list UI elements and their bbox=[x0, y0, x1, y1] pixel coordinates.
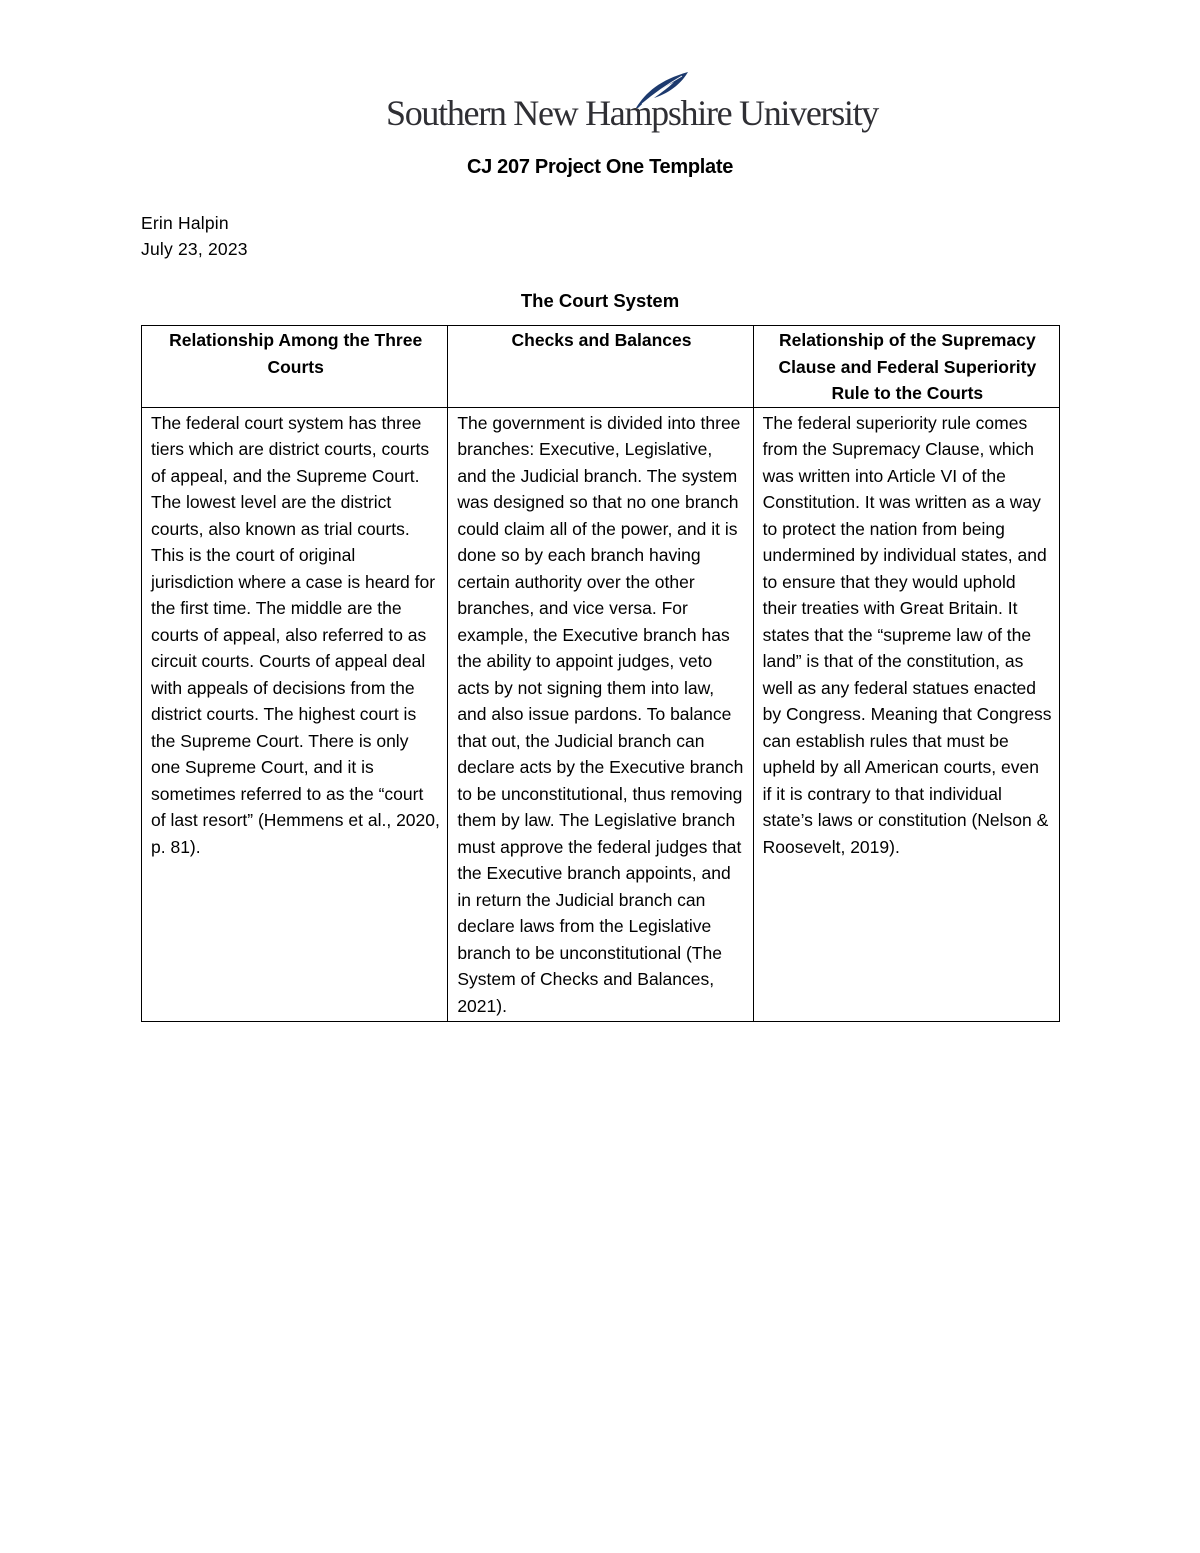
cell-relationship-among-courts: The federal court system has three tiers which are district courts, courts of appeal, and the Supreme Court. The lowest level are the district courts, also known as trial courts. This is the court of original jurisdiction where a case is heard for the first time. The middle are the courts of appeal, also referred to as circuit courts. Courts of appeal deal with appeals of decisions from the district courts. The highest court is the Supreme Court. There is only one Supreme Court, and it is sometimes referred to as the “court of last resort” (Hemmens et al., 2020, p. 81). bbox=[142, 407, 448, 1022]
header-checks-and-balances: Checks and Balances bbox=[448, 326, 753, 408]
document-date: July 23, 2023 bbox=[141, 239, 248, 259]
table-header-row bbox=[142, 326, 1060, 408]
header-supremacy-clause: Relationship of the Supremacy Clause and Federal Superiority Rule to the Courts bbox=[753, 326, 1059, 408]
cell-supremacy-clause: The federal superiority rule comes from the Supremacy Clause, which was written into Article VI of the Constitution. It was written as a way to protect the nation from being undermined by individual states, and to ensure that they would uphold their treaties with Great Britain. It states that the “supreme law of the land” is that of the constitution, as well as any federal statues enacted by Congress. Meaning that Congress can establish rules that must be upheld by all American courts, even if it is contrary to that individual state’s laws or constitution (Nelson & Roosevelt, 2019). bbox=[753, 407, 1059, 1022]
table-row bbox=[142, 407, 1060, 1022]
author-name: Erin Halpin bbox=[141, 213, 229, 233]
table-caption: The Court System bbox=[520, 290, 680, 311]
document-title: CJ 207 Project One Template bbox=[466, 156, 734, 178]
cell-checks-and-balances: The government is divided into three branches: Executive, Legislative, and the Judicial branch. The system was designed so that no one branch could claim all of the power, and it is done so by each branch having certain authority over the other branches, and vice versa. For example, the Executive branch has the ability to appoint judges, veto acts by not signing them into law, and also issue pardons. To balance that out, the Judicial branch can declare acts by the Executive branch to be unconstitutional, thus removing them by law. The Legislative branch must approve the federal judges that the Executive branch appoints, and in return the Judicial branch can declare laws from the Legislative branch to be unconstitutional (The System of Checks and Balances, 2021). bbox=[448, 407, 753, 1022]
header-relationship-among-courts: Relationship Among the Three Courts bbox=[142, 326, 448, 408]
court-system-table bbox=[141, 325, 1060, 1022]
university-logo-text: Southern New Hampshire University bbox=[386, 93, 879, 133]
university-logo bbox=[386, 70, 879, 136]
